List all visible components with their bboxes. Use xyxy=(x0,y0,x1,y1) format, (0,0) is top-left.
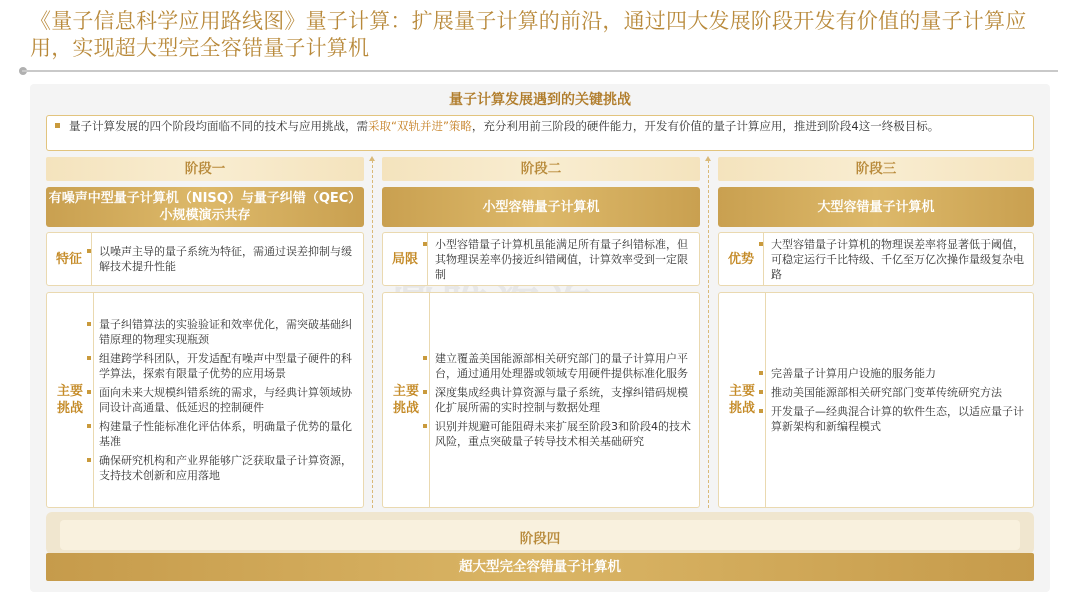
stage4-sub: 超大型完全容错量子计算机 xyxy=(46,553,1034,581)
stage2-head: 阶段二 xyxy=(382,157,700,181)
stage1-feature-box xyxy=(46,232,364,286)
stage3-advantage-box xyxy=(718,232,1034,286)
stage3-head: 阶段三 xyxy=(718,157,1034,181)
stage3-advantage-label: 优势 xyxy=(719,233,764,285)
stage-separator xyxy=(708,160,709,508)
separator-arrow-icon xyxy=(705,156,711,161)
stage1-sub-text: 有噪声中型量子计算机（NISQ）与量子纠错（QEC）小规模演示共存 xyxy=(48,191,362,223)
list-item: 大型容错量子计算机的物理误差率将显著低于阈值，可稳定运行千比特级、千亿至万亿次操作量级复杂电路 xyxy=(753,237,1027,282)
list-item: 识别并规避可能阻碍未来扩展至阶段3和阶段4的技术风险，重点突破量子转导技术相关基础研究 xyxy=(417,419,693,449)
list-item: 推动美国能源部相关研究部门变革传统研究方法 xyxy=(753,385,1027,400)
stage2-sub-text: 小型容错量子计算机 xyxy=(482,199,600,215)
stage2-challenge-label: 主要挑战 xyxy=(383,293,430,507)
stage3-sub-text: 大型容错量子计算机 xyxy=(817,199,935,215)
stage1-feature-label: 特征 xyxy=(47,233,92,285)
stage3-challenge-label: 主要挑战 xyxy=(719,293,766,507)
stage1-head: 阶段一 xyxy=(46,157,364,181)
intro-text-before: 量子计算发展的四个阶段均面临不同的技术与应用挑战，需 xyxy=(69,119,368,133)
list-item: 以噪声主导的量子系统为特征，需通过误差抑制与缓解技术提升性能 xyxy=(81,244,357,274)
page-title: 《量子信息科学应用路线图》量子计算：扩展量子计算的前沿，通过四大发展阶段开发有价值的量子计算应用，实现超大型完全容错量子计算机 xyxy=(30,9,1027,60)
list-item: 面向未来大规模纠错系统的需求，与经典计算领域协同设计高通量、低延迟的控制硬件 xyxy=(81,385,357,415)
list-item: 小型容错量子计算机虽能满足所有量子纠错标准，但其物理误差率仍接近纠错阈值，计算效率受到一定限制 xyxy=(417,237,693,282)
stage3-sub xyxy=(718,187,1034,227)
list-item: 构建量子性能标准化评估体系，明确量子优势的量化基准 xyxy=(81,419,357,449)
list-item: 建立覆盖美国能源部相关研究部门的量子计算用户平台，通过通用处理器或领域专用硬件提供标准化服务 xyxy=(417,351,693,381)
panel-title: 量子计算发展遇到的关键挑战 xyxy=(449,92,631,108)
list-item: 完善量子计算用户设施的服务能力 xyxy=(753,366,1027,381)
stage4-head: 阶段四 xyxy=(519,531,561,547)
stage-separator xyxy=(372,160,373,508)
list-item: 组建跨学科团队，开发适配有噪声中型量子硬件的科学算法，探索有限量子优势的应用场景 xyxy=(81,351,357,381)
stage3-challenge-box xyxy=(718,292,1034,508)
stage2-limit-box xyxy=(382,232,700,286)
list-item: 确保研究机构和产业界能够广泛获取量子计算资源，支持技术创新和应用落地 xyxy=(81,453,357,483)
intro-highlight: 采取“双轨并进”策略 xyxy=(368,119,472,133)
list-item: 深度集成经典计算资源与量子系统，支撑纠错码规模化扩展所需的实时控制与数据处理 xyxy=(417,385,693,415)
stage2-sub xyxy=(382,187,700,227)
stage1-challenge-label: 主要挑战 xyxy=(47,293,94,507)
title-rule xyxy=(22,70,1058,72)
stage2-limit-label: 局限 xyxy=(383,233,428,285)
intro-bullet-icon xyxy=(55,123,60,128)
intro-box xyxy=(46,115,1034,151)
stage1-sub xyxy=(46,187,364,227)
stage1-challenge-box xyxy=(46,292,364,508)
list-item: 量子纠错算法的实验验证和效率优化，需突破基础纠错原理的物理实现瓶颈 xyxy=(81,317,357,347)
list-item: 开发量子—经典混合计算的软件生态，以适应量子计算新架构和新编程模式 xyxy=(753,404,1027,434)
stage2-challenge-box xyxy=(382,292,700,508)
separator-arrow-icon xyxy=(369,156,375,161)
intro-text-after: ，充分利用前三阶段的硬件能力，开发有价值的量子计算应用，推进到阶段4这一终极目标。 xyxy=(471,119,940,133)
